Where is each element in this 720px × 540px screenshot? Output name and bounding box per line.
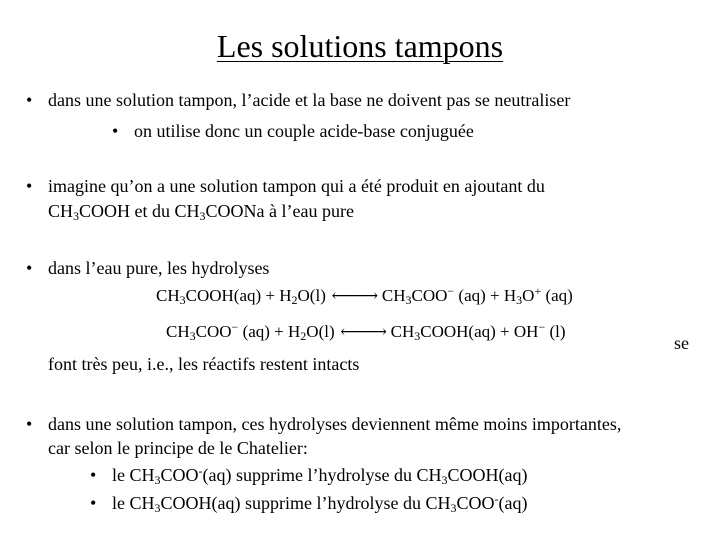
page-title: Les solutions tampons — [216, 28, 504, 64]
bullet-text: dans une solution tampon, l’acide et la base ne doivent pas se neutraliser — [48, 90, 571, 110]
bullet-marker: • — [90, 465, 97, 485]
equation-1: $CH_3COOH(aq) + H_2O(l)$ ⟵⟶ $CH_3COO^-$ $(aq) + H_3O^+$ (aq) — [156, 284, 573, 307]
bullet-marker: • — [26, 258, 33, 278]
bullet-text: dans une solution tampon, ces hydrolyses deviennent même moins importantes, — [48, 414, 622, 434]
bullet-marker: • — [112, 121, 119, 141]
bullet-text-line2: font très peu, i.e., les réactifs restent intacts — [48, 354, 360, 374]
bullet-marker: • — [26, 90, 33, 110]
equilibrium-arrow-icon: ⟵⟶ — [340, 322, 385, 341]
bullet-text: dans l’eau pure, les hydrolyses — [48, 258, 270, 278]
bullet-text: imagine qu’on a une solution tampon qui a été produit en ajoutant du — [48, 176, 545, 196]
equilibrium-arrow-icon: ⟵⟶ — [331, 286, 377, 305]
sub-bullet-text: le $CH_3COOH(aq)$ supprime l’hydrolyse du $CH_3COO^-(aq)$ — [112, 492, 528, 515]
sub-bullet-text: le $CH_3COO^-(aq)$ supprime l’hydrolyse du $CH_3COOH(aq)$ — [112, 464, 528, 487]
bullet-marker: • — [26, 414, 33, 434]
equation-2: $CH_3COO^-$ $(aq) + H_2O(l)$ ⟵⟶ $CH_3COOH(aq) + OH^-$ (l) — [166, 320, 566, 343]
bullet-text-line2: $CH_3COOH$ et du $CH_3COONa$ à l’eau pure — [48, 201, 354, 223]
sub-bullet-text: on utilise donc un couple acide-base conjuguée — [134, 121, 474, 141]
bullet-marker: • — [90, 493, 97, 513]
bullet-text-line2: car selon le principe de le Chatelier: — [48, 438, 308, 458]
bullet-marker: • — [26, 176, 33, 196]
bullet-text-trail: se — [674, 333, 689, 353]
